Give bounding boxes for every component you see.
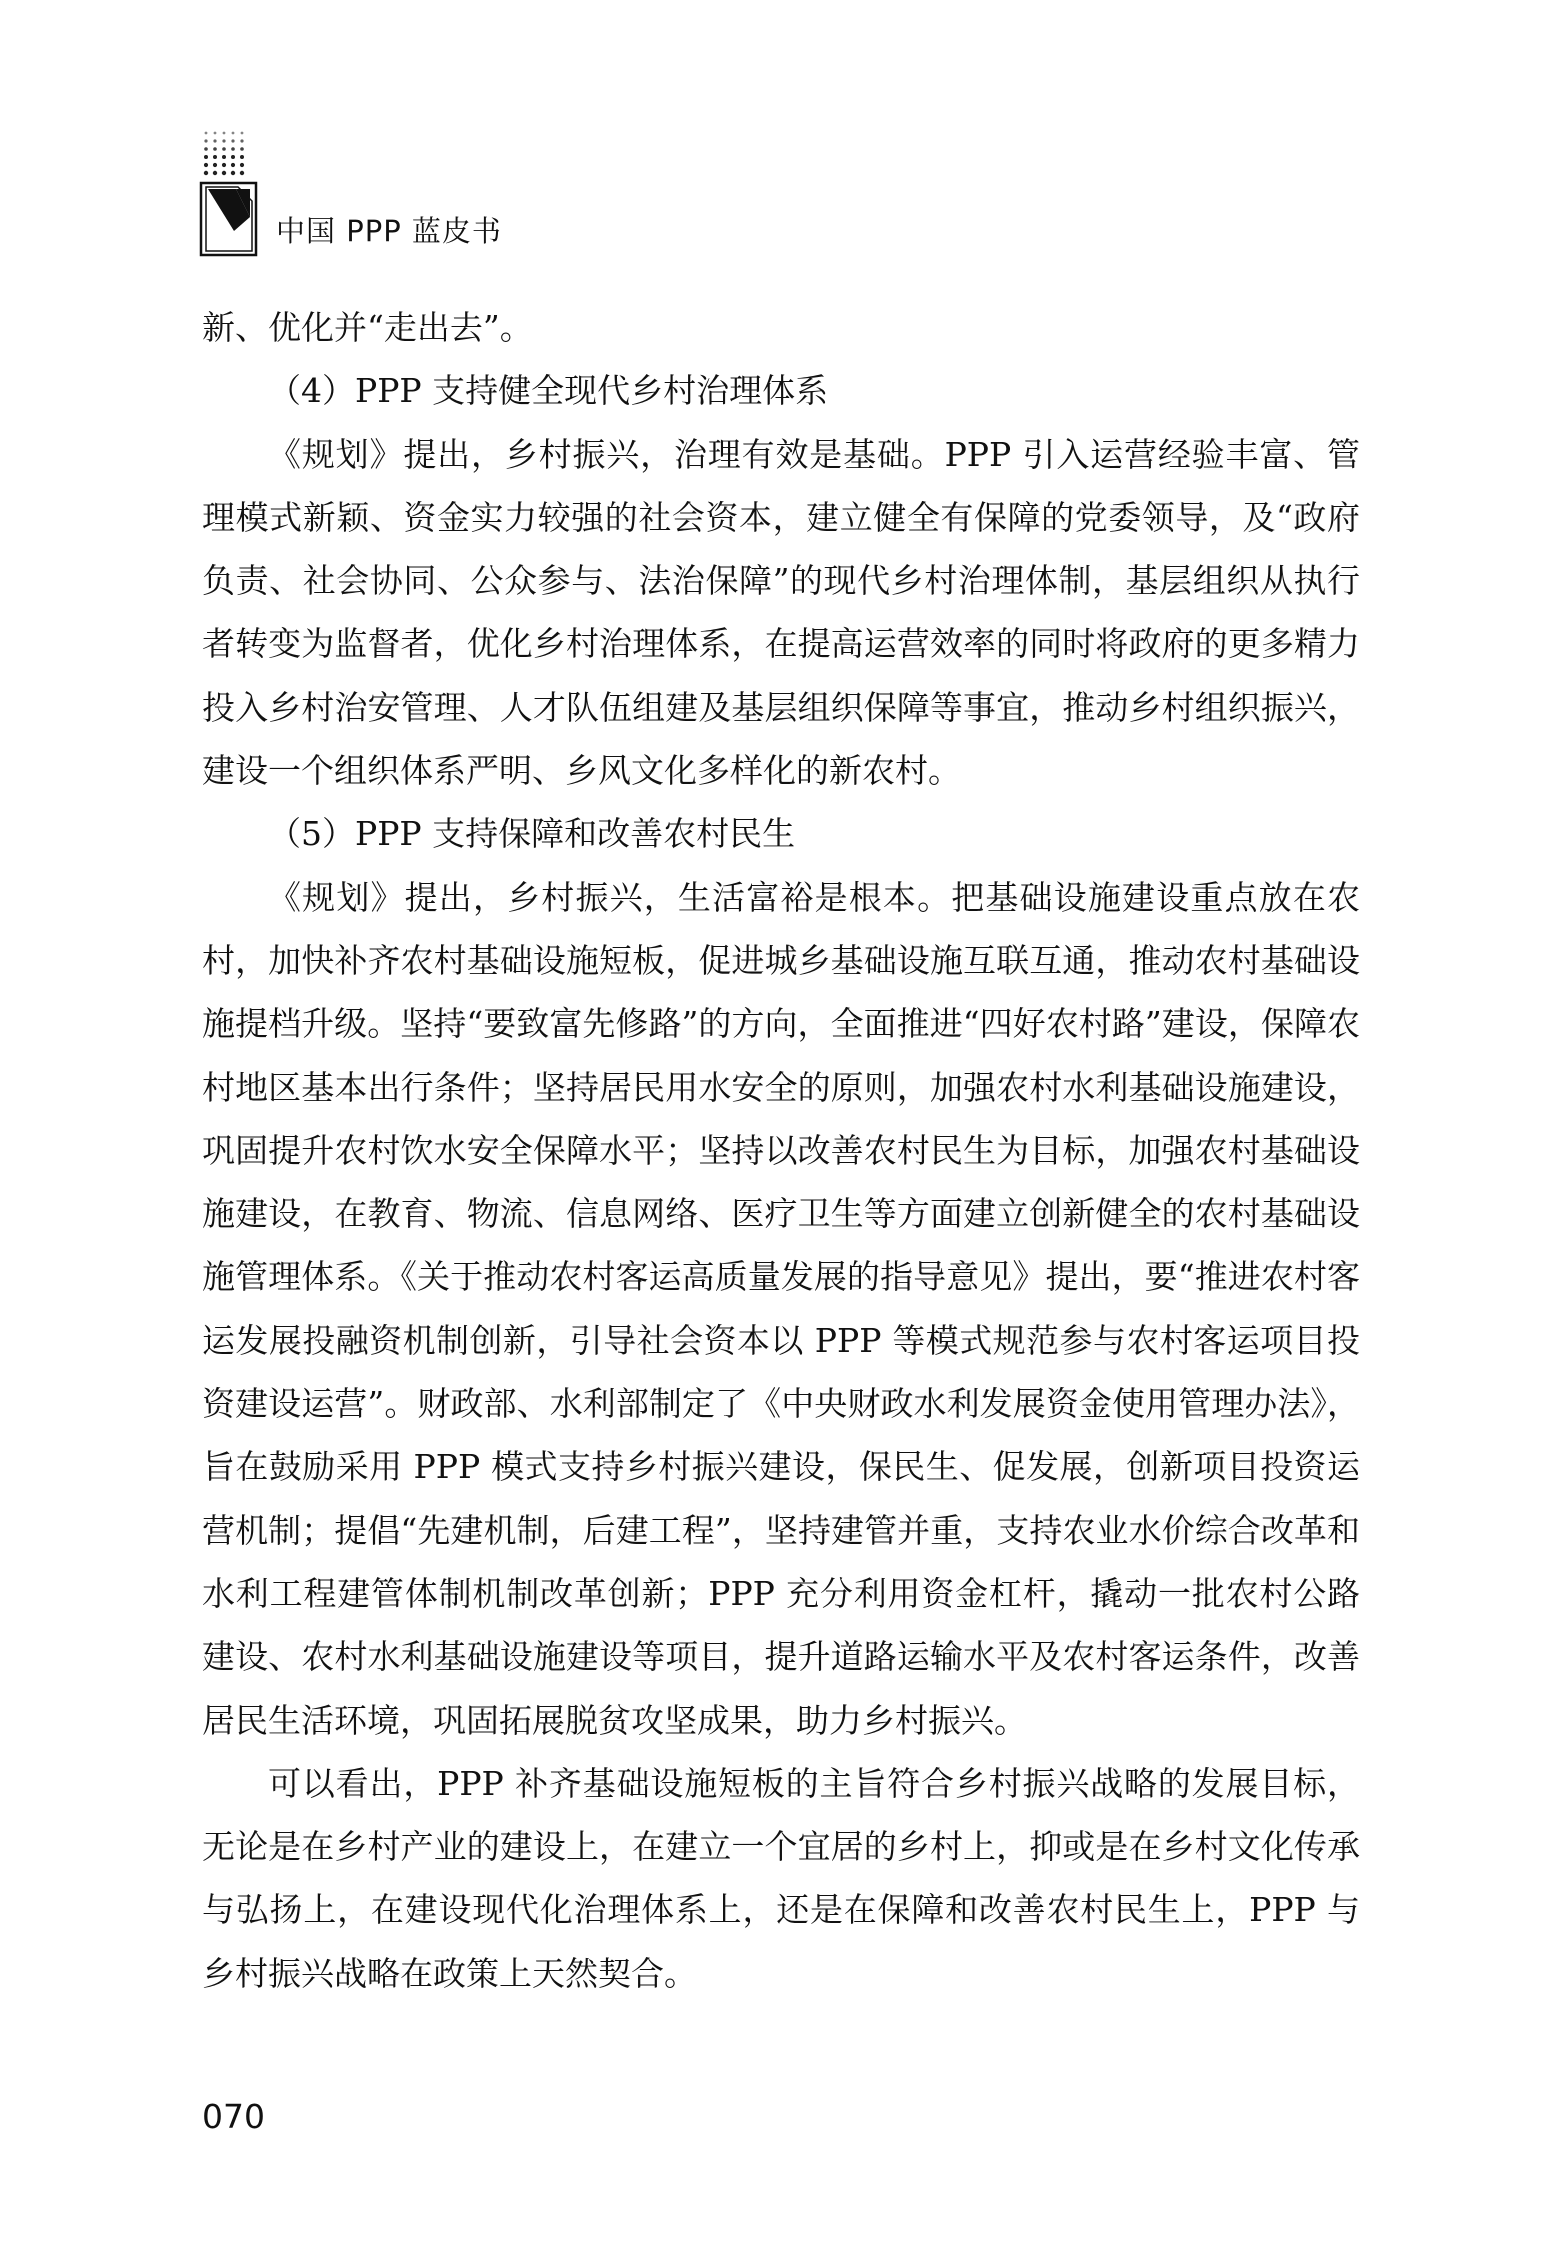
- section-heading-4: （4）PPP 支持健全现代乡村治理体系: [268, 371, 829, 411]
- running-header: [198, 125, 798, 265]
- paragraph: 《规划》提出，乡村振兴，治理有效是基础。PPP 引入运营经验丰富、管理模式新颖、资金实力较强的社会资本，建立健全有保障的党委领导，及“政府负责、社会协同、公众参与、法治保障”的现代乡村治理体制，基层组织从执行者转变为监督者，优化乡村治理体系，在提高运营效率的同时将政府的更多精力投入乡村治安管理、人才队伍组建及基层组织保障等事宜，推动乡村组织振兴，建设一个组织体系严明、乡风文化多样化的新农村。: [202, 434, 1360, 791]
- paragraph-continuation: 新、优化并“走出去”。: [202, 308, 533, 347]
- page-number: 070: [202, 2097, 265, 2136]
- body-text: [202, 296, 1360, 2005]
- dot-grid: [204, 132, 244, 176]
- section-heading-5: （5）PPP 支持保障和改善农村民生: [268, 814, 796, 854]
- paragraph: 《规划》提出，乡村振兴，生活富裕是根本。把基础设施建设重点放在农村，加快补齐农村基础设施短板，促进城乡基础设施互联互通，推动农村基础设施提档升级。坚持“要致富先修路”的方向，全面推进“四好农村路”建设，保障农村地区基本出行条件；坚持居民用水安全的原则，加强农村水利基础设施建设，巩固提升农村饮水安全保障水平；坚持以改善农村民生为目标，加强农村基础设施建设，在教育、物流、信息网络、医疗卫生等方面建立创新健全的农村基础设施管理体系。《关于推动农村客运高质量发展的指导意见》提出，要“推进农村客运发展投融资机制创新，引导社会资本以 PPP 等模式规范参与农村客运项目投资建设运营”。财政部、水利部制定了《中央财政水利发展资金使用管理办法》，旨在鼓励采用 PPP 模式支持乡村振兴建设，保民生、促发展，创新项目投资运营机制；提倡“先建机制，后建工程”，坚持建管并重，支持农业水价综合改革和水利工程建管体制机制改革创新；PPP 充分利用资金杠杆，撬动一批农村公路建设、农村水利基础设施建设等项目，提升道路运输水平及农村客运条件，改善居民生活环境，巩固拓展脱贫攻坚成果，助力乡村振兴。: [202, 877, 1360, 1740]
- header-title: 中国 PPP 蓝皮书: [276, 214, 502, 248]
- paragraph: 可以看出，PPP 补齐基础设施短板的主旨符合乡村振兴战略的发展目标，无论是在乡村产业的建设上，在建立一个宜居的乡村上，抑或是在乡村文化传承与弘扬上，在建设现代化治理体系上，还是在保障和改善农村民生上，PPP 与乡村振兴战略在政策上天然契合。: [202, 1763, 1360, 1993]
- book-page-icon: [198, 125, 268, 265]
- page-fold-shape: [201, 183, 256, 255]
